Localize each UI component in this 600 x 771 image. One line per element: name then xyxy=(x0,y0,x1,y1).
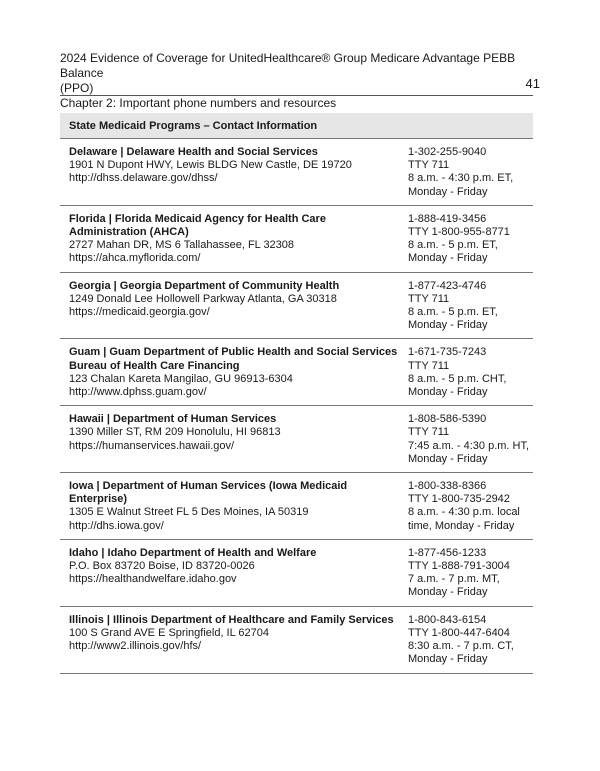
contact-cell xyxy=(408,346,533,399)
table-body xyxy=(60,139,533,674)
agency-url[interactable]: https://humanservices.hawaii.gov/ xyxy=(69,439,235,452)
hours: 8 a.m. - 5 p.m. ET, xyxy=(408,239,498,252)
days: time, Monday - Friday xyxy=(408,519,515,532)
agency-url[interactable]: http://dhs.iowa.gov/ xyxy=(69,519,164,532)
agency-name: Hawaii | Department of Human Services xyxy=(69,413,277,426)
agency-cell xyxy=(69,346,408,399)
agency-url[interactable]: https://healthandwelfare.idaho.gov xyxy=(69,573,237,586)
agency-address: P.O. Box 83720 Boise, ID 83720-0026 xyxy=(69,560,255,573)
days: Monday - Friday xyxy=(408,452,488,465)
contact-cell xyxy=(408,280,533,333)
agency-cell xyxy=(69,280,408,333)
hours: 8:30 a.m. - 7 p.m. CT, xyxy=(408,640,514,653)
days: Monday - Friday xyxy=(408,319,488,332)
contact-cell xyxy=(408,213,533,266)
days: Monday - Friday xyxy=(408,653,488,666)
agency-cell xyxy=(69,614,408,667)
contact-cell xyxy=(408,413,533,466)
agency-address: 123 Chalan Kareta Mangilao, GU 96913-6304 xyxy=(69,372,293,385)
page-header xyxy=(60,51,545,111)
tty-number: TTY 1-888-791-3004 xyxy=(408,560,510,573)
agency-cell xyxy=(69,413,408,466)
agency-name: Florida | Florida Medicaid Agency for Health Care Administration (AHCA) xyxy=(69,212,326,239)
agency-cell xyxy=(69,146,408,199)
agency-address: 1901 N Dupont HWY, Lewis BLDG New Castle, DE 19720 xyxy=(69,159,352,172)
hours: 7 a.m. - 7 p.m. MT, xyxy=(408,573,500,586)
tty-number: TTY 711 xyxy=(408,159,450,172)
agency-name: Guam | Guam Department of Public Health and Social Services Bureau of Health Care Financing xyxy=(69,346,398,372)
tty-number: TTY 711 xyxy=(408,292,450,305)
agency-address: 1305 E Walnut Street FL 5 Des Moines, IA 50319 xyxy=(69,506,309,519)
contact-cell xyxy=(408,480,533,533)
hours: 8 a.m. - 4:30 p.m. local xyxy=(408,506,520,519)
hours: 8 a.m. - 5 p.m. ET, xyxy=(408,306,498,319)
table-row xyxy=(60,273,533,340)
contact-cell xyxy=(408,547,533,600)
agency-url[interactable]: http://www2.illinois.gov/hfs/ xyxy=(69,640,202,653)
agency-name: Delaware | Delaware Health and Social Services xyxy=(69,146,318,158)
tty-number: TTY 711 xyxy=(408,359,450,372)
days: Monday - Friday xyxy=(408,185,488,198)
tty-number: TTY 1-800-735-2942 xyxy=(408,493,510,506)
table-row xyxy=(60,540,533,607)
agency-url[interactable]: http://www.dphss.guam.gov/ xyxy=(69,386,207,399)
phone-number: 1-800-843-6154 xyxy=(408,613,487,626)
agency-url[interactable]: https://ahca.myflorida.com/ xyxy=(69,252,201,265)
tty-number: TTY 1-800-447-6404 xyxy=(408,626,510,639)
phone-number: 1-888-419-3456 xyxy=(408,212,487,225)
agency-name: Idaho | Idaho Department of Health and Welfare xyxy=(69,546,317,559)
agency-name: Georgia | Georgia Department of Community Health xyxy=(69,279,340,292)
phone-number: 1-877-456-1233 xyxy=(408,546,487,559)
header-divider xyxy=(60,95,533,96)
agency-cell xyxy=(69,480,408,533)
agency-cell xyxy=(69,213,408,266)
agency-address: 1249 Donald Lee Hollowell Parkway Atlanta, GA 30318 xyxy=(69,292,337,305)
page-number: 41 xyxy=(525,76,540,91)
tty-number: TTY 1-800-955-8771 xyxy=(408,226,510,239)
agency-address: 100 S Grand AVE E Springfield, IL 62704 xyxy=(69,626,269,639)
hours: 8 a.m. - 5 p.m. CHT, xyxy=(408,372,507,385)
agency-name: Illinois | Illinois Department of Healthcare and Family Services xyxy=(69,613,394,626)
table-row xyxy=(60,607,533,674)
agency-url[interactable]: https://medicaid.georgia.gov/ xyxy=(69,306,210,319)
table-row xyxy=(60,473,533,540)
phone-number: 1-877-423-4746 xyxy=(408,279,487,292)
agency-name: Iowa | Department of Human Services (Iowa Medicaid Enterprise) xyxy=(69,480,348,506)
table-row xyxy=(60,339,533,406)
tty-number: TTY 711 xyxy=(408,426,450,439)
contact-cell xyxy=(408,146,533,199)
table-heading: State Medicaid Programs – Contact Information xyxy=(60,113,533,139)
days: Monday - Friday xyxy=(408,252,488,265)
phone-number: 1-671-735-7243 xyxy=(408,346,487,359)
agency-cell xyxy=(69,547,408,600)
chapter-title: Chapter 2: Important phone numbers and resources xyxy=(60,96,337,110)
document-title-continued: (PPO) xyxy=(60,81,94,95)
table-row xyxy=(60,139,533,206)
document-title: 2024 Evidence of Coverage for UnitedHealthcare® Group Medicare Advantage PEBB Balance xyxy=(60,51,516,80)
agency-address: 1390 Miller ST, RM 209 Honolulu, HI 96813 xyxy=(69,426,281,439)
days: Monday - Friday xyxy=(408,386,488,399)
phone-number: 1-808-586-5390 xyxy=(408,413,487,426)
contact-cell xyxy=(408,614,533,667)
agency-url[interactable]: http://dhss.delaware.gov/dhss/ xyxy=(69,172,218,185)
hours: 7:45 a.m. - 4:30 p.m. HT, xyxy=(408,439,530,452)
phone-number: 1-800-338-8366 xyxy=(408,480,487,493)
table-row xyxy=(60,206,533,273)
table-row xyxy=(60,406,533,473)
days: Monday - Friday xyxy=(408,586,488,599)
phone-number: 1-302-255-9040 xyxy=(408,146,487,158)
hours: 8 a.m. - 4:30 p.m. ET, xyxy=(408,172,514,185)
agency-address: 2727 Mahan DR, MS 6 Tallahassee, FL 32308 xyxy=(69,239,295,252)
contact-table xyxy=(60,113,533,674)
